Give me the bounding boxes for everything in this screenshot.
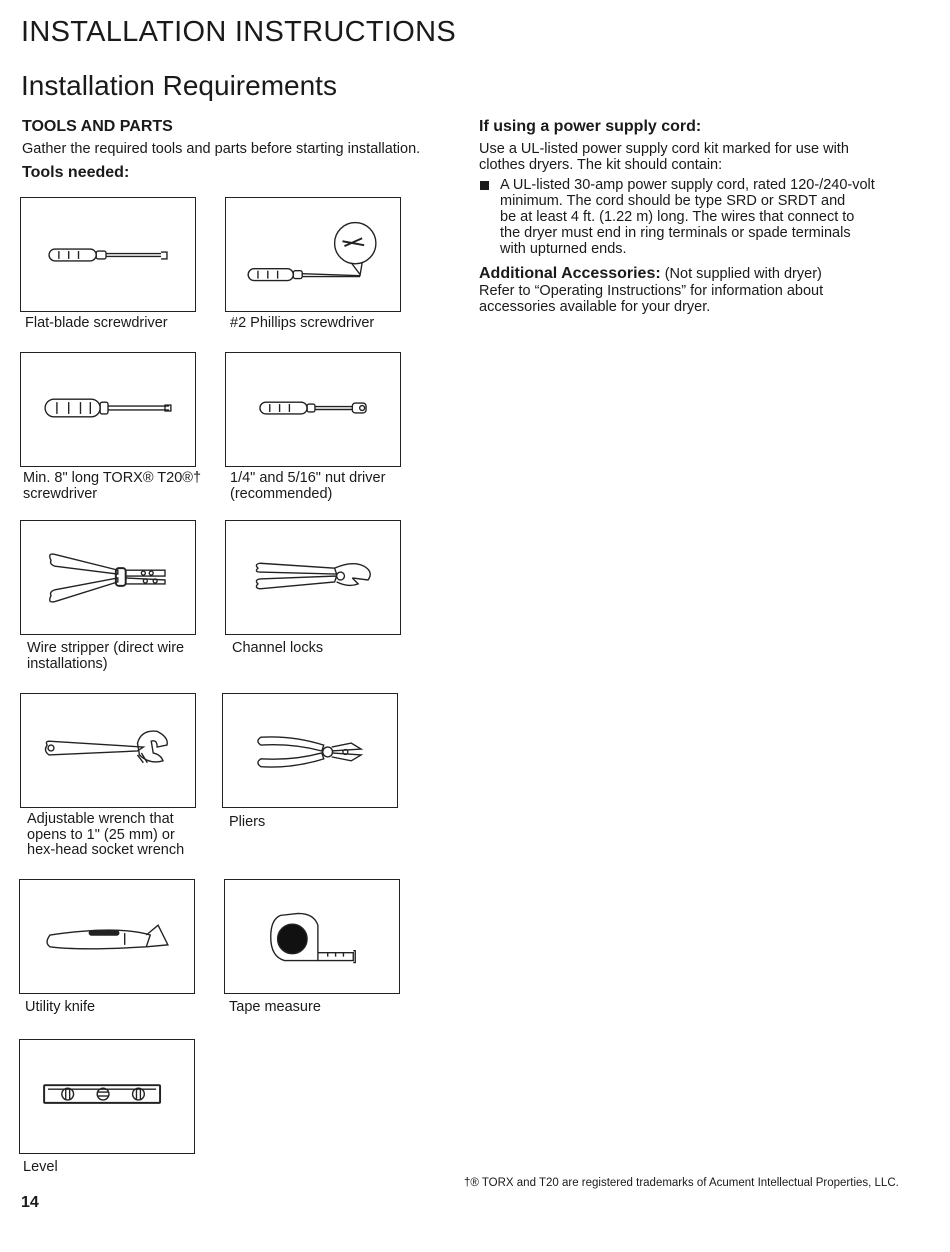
channel-locks-icon: [226, 521, 400, 634]
tool-caption: Flat-blade screwdriver: [25, 315, 168, 331]
wire-stripper-icon: [21, 521, 195, 634]
power-cord-bullet: A UL-listed 30-amp power supply cord, rated 120-/240-volt minimum. The cord should be type SRD or SRDT and be at least 4 ft. (1.22 m) long. The wires that connect to the dryer must end in ring terminals or spade terminals with upturned ends.: [500, 177, 875, 257]
flat-blade-screwdriver-icon: [21, 198, 195, 311]
tool-caption: #2 Phillips screwdriver: [230, 315, 375, 331]
utility-knife-icon: [20, 880, 194, 993]
accessories-body: Refer to “Operating Instructions” for information about accessories available for your dryer.: [479, 283, 824, 315]
nut-driver-illustration: [225, 352, 401, 467]
tool-caption: 1/4" and 5/16" nut driver (recommended): [230, 470, 386, 502]
flat-blade-screwdriver-illustration: [20, 197, 196, 312]
tool-caption: Level: [23, 1159, 58, 1175]
power-cord-intro: Use a UL-listed power supply cord kit marked for use with clothes dryers. The kit should contain:: [479, 141, 849, 173]
pliers-icon: [223, 694, 397, 807]
tool-caption: Pliers: [229, 814, 266, 830]
utility-knife-illustration: [19, 879, 195, 994]
tool-caption: Min. 8" long TORX® T20®† screwdriver: [23, 470, 202, 502]
tool-caption: Adjustable wrench that opens to 1" (25 mm) or hex-head socket wrench: [27, 811, 185, 858]
pliers-illustration: [222, 693, 398, 808]
tools-and-parts-heading: TOOLS AND PARTS: [22, 118, 173, 135]
document-title: INSTALLATION INSTRUCTIONS: [21, 16, 457, 48]
bullet-square-icon: [480, 181, 489, 190]
power-cord-heading: If using a power supply cord:: [479, 118, 702, 135]
channel-locks-illustration: [225, 520, 401, 635]
section-title: Installation Requirements: [21, 70, 337, 101]
phillips-screwdriver-icon: [226, 198, 400, 311]
tape-measure-illustration: [224, 879, 400, 994]
tool-caption: Wire stripper (direct wire installations): [27, 640, 185, 672]
torx-screwdriver-illustration: [20, 352, 196, 467]
tool-caption: Channel locks: [232, 640, 324, 656]
torx-screwdriver-icon: [21, 353, 195, 466]
tools-intro-text: Gather the required tools and parts before starting installation.: [22, 141, 421, 157]
wire-stripper-illustration: [20, 520, 196, 635]
level-illustration: [19, 1039, 195, 1154]
trademark-footnote: †® TORX and T20 are registered trademarks of Acument Intellectual Properties, LLC.: [464, 1177, 899, 1189]
tape-measure-icon: [225, 880, 399, 993]
adjustable-wrench-icon: [21, 694, 195, 807]
tool-caption: Tape measure: [229, 999, 321, 1015]
phillips-screwdriver-illustration: [225, 197, 401, 312]
accessories-heading: Additional Accessories:: [479, 265, 661, 282]
page-number: 14: [21, 1194, 39, 1211]
accessories-line: [479, 266, 822, 282]
adjustable-wrench-illustration: [20, 693, 196, 808]
nut-driver-icon: [226, 353, 400, 466]
accessories-note: (Not supplied with dryer): [660, 266, 822, 282]
tools-needed-heading: Tools needed:: [22, 164, 130, 181]
level-icon: [20, 1040, 194, 1153]
tool-caption: Utility knife: [25, 999, 96, 1015]
